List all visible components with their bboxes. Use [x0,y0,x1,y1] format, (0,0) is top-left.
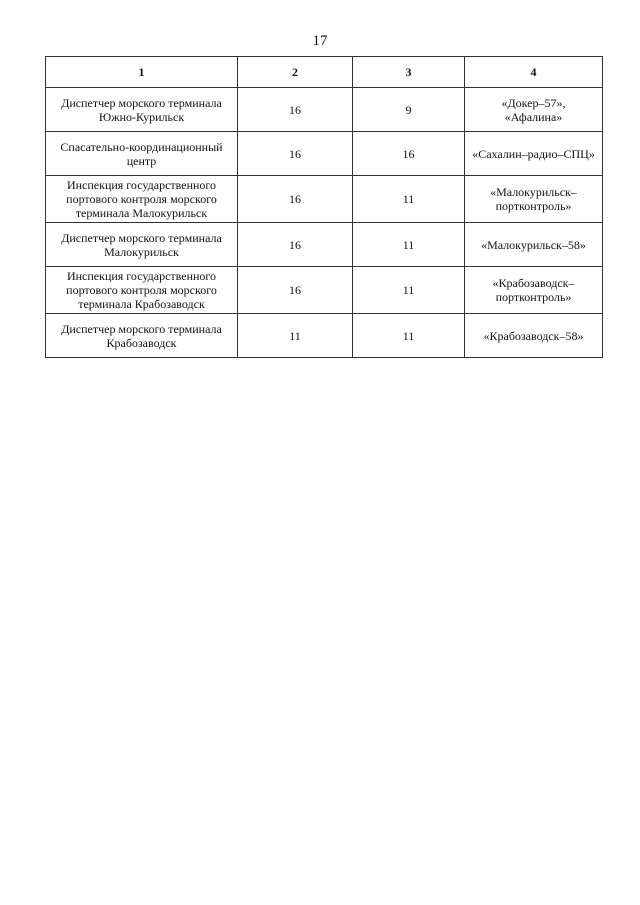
table-row [46,88,603,132]
table-row [46,267,603,314]
cell-callsign: «Малокурильск–58» [465,223,603,267]
page-number: 17 [312,33,328,49]
cell-station-name: Диспетчер морского терминала Южно-Курильск [46,88,238,132]
table-row [46,176,603,223]
cell-callsign: «Малокурильск– портконтроль» [465,176,603,223]
cell-col2: 16 [238,223,353,267]
cell-col2: 16 [238,132,353,176]
cell-col2: 11 [238,314,353,358]
cell-callsign: «Крабозаводск–58» [465,314,603,358]
cell-col2: 16 [238,88,353,132]
cell-callsign: «Докер–57», «Афалина» [465,88,603,132]
cell-col2: 16 [238,176,353,223]
cell-station-name: Инспекция государственного портового контроля морского терминала Малокурильск [46,176,238,223]
cell-station-name: Диспетчер морского терминала Крабозаводск [46,314,238,358]
cell-col3: 11 [353,176,465,223]
cell-col3: 11 [353,267,465,314]
table-row [46,314,603,358]
cell-col3: 9 [353,88,465,132]
column-header-3: 3 [353,57,465,88]
cell-col3: 11 [353,314,465,358]
cell-callsign: «Сахалин–радио–СПЦ» [465,132,603,176]
cell-station-name: Спасательно-координационный центр [46,132,238,176]
cell-station-name: Диспетчер морского терминала Малокурильск [46,223,238,267]
cell-col3: 11 [353,223,465,267]
cell-col3: 16 [353,132,465,176]
table-row [46,223,603,267]
cell-col2: 16 [238,267,353,314]
data-table [45,56,603,358]
column-header-2: 2 [238,57,353,88]
table-row [46,132,603,176]
column-header-4: 4 [465,57,603,88]
cell-station-name: Инспекция государственного портового контроля морского терминала Крабозаводск [46,267,238,314]
cell-callsign: «Крабозаводск– портконтроль» [465,267,603,314]
column-header-1: 1 [46,57,238,88]
header-row [46,57,603,88]
